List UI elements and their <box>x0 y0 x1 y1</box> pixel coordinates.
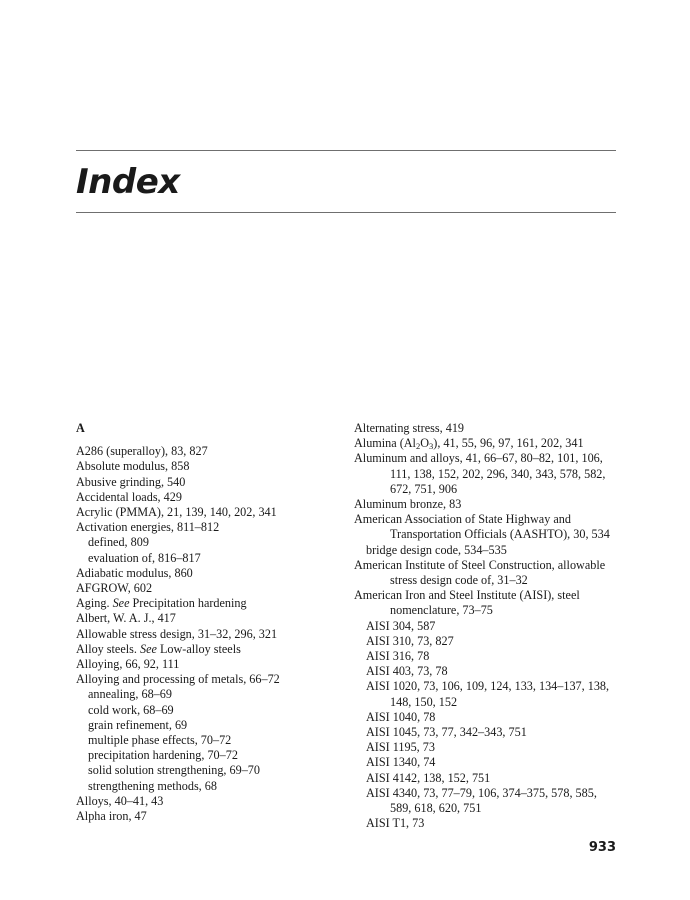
index-entry: Alpha iron, 47 <box>76 809 147 824</box>
index-subentry: AISI 4142, 138, 152, 751 <box>366 770 491 785</box>
entry-text-part: Alumina (Al <box>354 436 416 451</box>
index-entry <box>76 642 332 657</box>
entry-text-part: O <box>420 436 430 451</box>
index-entry-continuation: stress design code of, 31–32 <box>390 573 528 588</box>
index-subentry: multiple phase effects, 70–72 <box>88 733 232 748</box>
index-column-left <box>76 421 332 824</box>
section-letter: A <box>76 421 85 435</box>
index-entry-continuation: 111, 138, 152, 202, 296, 340, 343, 578, 582, <box>390 466 606 481</box>
index-entry: AFGROW, 602 <box>76 581 153 596</box>
index-entry: Activation energies, 811–812 <box>76 520 220 535</box>
index-entry-continuation: 589, 618, 620, 751 <box>390 801 482 816</box>
index-entry-continuation: 672, 751, 906 <box>390 481 458 496</box>
bottom-rule <box>76 212 616 213</box>
index-entry: Abusive grinding, 540 <box>76 474 186 489</box>
index-subentry: AISI 1040, 78 <box>366 709 436 724</box>
index-entry: Allowable stress design, 31–32, 296, 321 <box>76 626 278 641</box>
index-subentry: AISI 304, 587 <box>366 618 436 633</box>
index-entry: Accidental loads, 429 <box>76 489 182 504</box>
index-entry: American Institute of Steel Construction, allowable <box>354 557 606 572</box>
index-subentry: grain refinement, 69 <box>88 717 188 732</box>
page-title: Index <box>76 162 180 202</box>
index-entry: Adiabatic modulus, 860 <box>76 565 193 580</box>
index-entry <box>354 436 622 451</box>
index-subentry: AISI 1195, 73 <box>366 740 435 755</box>
index-subentry: AISI 403, 73, 78 <box>366 664 448 679</box>
see-reference: See <box>139 641 157 656</box>
index-entry: Alloying and processing of metals, 66–72 <box>76 672 280 687</box>
index-subentry: AISI T1, 73 <box>366 816 425 831</box>
entry-text: Precipitation hardening <box>129 596 247 611</box>
entry-text: Alloy steels. <box>76 641 140 656</box>
index-entry: American Association of State Highway and <box>354 512 571 527</box>
see-reference: See <box>112 596 130 611</box>
index-subentry: annealing, 68–69 <box>88 687 172 702</box>
index-subentry: strengthening methods, 68 <box>88 778 217 793</box>
index-entry: Albert, W. A. J., 417 <box>76 611 176 626</box>
index-entry: Absolute modulus, 858 <box>76 459 190 474</box>
index-subentry: AISI 4340, 73, 77–79, 106, 374–375, 578, 585, <box>366 785 597 800</box>
index-entry: Alloys, 40–41, 43 <box>76 793 164 808</box>
entry-text: Aging. <box>76 596 113 611</box>
entry-text-part: ), 41, 55, 96, 97, 161, 202, 341 <box>433 436 584 451</box>
index-subentry: AISI 1340, 74 <box>366 755 436 770</box>
page-number: 933 <box>588 840 616 855</box>
entry-text-part: 3 <box>429 441 434 452</box>
index-subentry: bridge design code, 534–535 <box>366 542 507 557</box>
index-subentry: evaluation of, 816–817 <box>88 550 201 565</box>
index-entry: American Iron and Steel Institute (AISI), steel <box>354 588 580 603</box>
index-entry-continuation: 148, 150, 152 <box>390 694 458 709</box>
index-subentry: precipitation hardening, 70–72 <box>88 748 238 763</box>
index-subentry: AISI 1045, 73, 77, 342–343, 751 <box>366 725 527 740</box>
index-subentry: cold work, 68–69 <box>88 702 174 717</box>
index-entry: Acrylic (PMMA), 21, 139, 140, 202, 341 <box>76 505 277 519</box>
left-entries <box>76 444 332 824</box>
index-entry: Alloying, 66, 92, 111 <box>76 657 180 672</box>
index-subentry: defined, 809 <box>88 535 149 550</box>
index-entry-continuation: nomenclature, 73–75 <box>390 603 493 618</box>
entry-text: Low-alloy steels <box>156 641 241 656</box>
index-entry: Aluminum bronze, 83 <box>354 497 462 512</box>
index-entry-continuation: Transportation Officials (AASHTO), 30, 534 <box>390 527 610 542</box>
top-rule <box>76 150 616 151</box>
index-subentry: AISI 310, 73, 827 <box>366 633 454 648</box>
entry-text-part: 2 <box>415 441 421 452</box>
index-subentry: AISI 1020, 73, 106, 109, 124, 133, 134–137, 138, <box>366 679 610 694</box>
index-subentry: AISI 316, 78 <box>366 649 430 664</box>
index-entry <box>76 596 332 611</box>
index-entry: Aluminum and alloys, 41, 66–67, 80–82, 101, 106, <box>354 451 603 466</box>
index-column-right <box>354 421 622 831</box>
index-entry: A286 (superalloy), 83, 827 <box>76 444 208 459</box>
right-entries <box>354 421 622 831</box>
index-subentry: solid solution strengthening, 69–70 <box>88 763 260 778</box>
index-entry: Alternating stress, 419 <box>354 421 465 435</box>
